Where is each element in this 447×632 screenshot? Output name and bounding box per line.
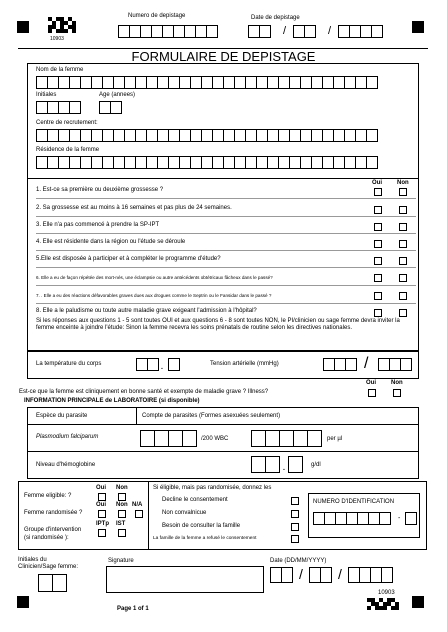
initials-field[interactable]: [36, 101, 81, 114]
illness-yes-header: Oui: [366, 380, 376, 386]
id-number-label: NUMERO D'IDENTIFICATION: [313, 499, 395, 505]
bp-separator: /: [364, 355, 369, 372]
eligibility-divider: [148, 481, 149, 550]
screening-date-day[interactable]: [248, 25, 271, 38]
species-name: Plasmodium falciparum: [36, 434, 99, 440]
barcode-number-top: 10903: [50, 36, 64, 42]
name-label: Nom de la femme: [36, 67, 84, 73]
initials-label: Initiales: [36, 92, 57, 98]
intervention-group-label-2: (si randomisée ):: [24, 535, 69, 541]
initials-clinician-label-2: Clinicien/Sage femme:: [18, 564, 79, 570]
temperature-decimal-field[interactable]: [168, 358, 180, 371]
eligible-label: Femme eligible: ?: [24, 493, 72, 499]
question-4-yes-checkbox[interactable]: [374, 240, 382, 248]
reason-not-convinced-checkbox[interactable]: [291, 510, 299, 518]
hemoglobin-unit: g/dl: [311, 462, 321, 468]
question-2: 2. Sa grossesse est au moins à 16 semaines et pas plus de 24 semaines.: [36, 205, 232, 211]
age-field[interactable]: [99, 101, 122, 114]
screening-number-field[interactable]: [118, 25, 218, 38]
randomized-yes-header: Oui: [96, 502, 106, 508]
decimal-point: .: [161, 364, 163, 371]
date-separator: /: [283, 25, 287, 37]
signature-label: Signature: [108, 558, 134, 564]
reason-decline-consent: Decline le consentement: [162, 497, 228, 503]
ist-checkbox[interactable]: [118, 529, 126, 537]
lab-column-divider: [136, 407, 137, 424]
signature-field[interactable]: [106, 566, 264, 593]
iptp-checkbox[interactable]: [98, 529, 106, 537]
question-6-yes-checkbox[interactable]: [374, 274, 382, 282]
id-check-field[interactable]: [405, 512, 417, 525]
lab-header-divider: [27, 424, 419, 425]
screening-date-year[interactable]: [338, 25, 383, 38]
reason-decline-consent-checkbox[interactable]: [291, 497, 299, 505]
footer-date-label: Date (DD/MM/YYYY): [270, 558, 327, 564]
reason-consult-family: Besoin de consulter la famille: [162, 523, 241, 529]
illness-question: Est-ce que la femme est cliniquement en bonne santé et exempte de maladie grave ? Illness?: [19, 389, 269, 395]
decimal-point: .: [283, 465, 285, 472]
row-divider: [36, 285, 416, 286]
age-label: Age (annees): [99, 92, 136, 98]
bp-diastolic-field[interactable]: [378, 358, 412, 371]
id-separator: -: [398, 515, 401, 522]
reason-consult-family-checkbox[interactable]: [291, 523, 299, 531]
temperature-field[interactable]: [136, 358, 159, 371]
date-separator: /: [328, 25, 332, 37]
initials-clinician-label: Initiales du: [18, 557, 47, 563]
question-2-no-checkbox[interactable]: [399, 206, 407, 214]
question-4: 4. Elle est résidente dans la région ou l'étude se déroule: [36, 239, 186, 245]
row-divider: [36, 198, 416, 199]
question-3: 3. Elle n'a pas commencé à prendre la SP-IPT: [36, 222, 160, 228]
page-number: Page 1 of 1: [117, 606, 149, 612]
bp-systolic-field[interactable]: [323, 358, 357, 371]
illness-no-checkbox[interactable]: [393, 389, 401, 397]
screening-date-label: Date de depistage: [251, 15, 300, 21]
question-8: 8. Elle a le paludisme ou toute autre maladie grave exigeant l'admission à l'hôpital?: [36, 308, 257, 314]
reason-family-refused-checkbox[interactable]: [291, 535, 299, 543]
corner-marker-top-left: [17, 21, 29, 33]
wbc-unit: /200 WBC: [201, 436, 229, 442]
name-field[interactable]: [36, 76, 378, 89]
recruitment-center-field[interactable]: [36, 129, 378, 142]
parasite-count-header: Compte de parasites (Formes asexuées seulement): [142, 413, 281, 419]
randomized-na-checkbox[interactable]: [135, 510, 143, 518]
ist-header: IST: [116, 521, 126, 527]
question-6-no-checkbox[interactable]: [399, 274, 407, 282]
question-7-no-checkbox[interactable]: [399, 292, 407, 300]
blood-pressure-label: Tension artérielle (mmHg): [210, 361, 279, 367]
not-randomized-header: Si éligible, mais pas randomisée, donnez les: [153, 485, 272, 491]
recruitment-center-label: Centre de recrutement:: [36, 120, 98, 126]
randomized-na-header: N/A: [132, 502, 143, 508]
temperature-label: La température du corps: [36, 361, 102, 367]
lab-row-divider: [27, 451, 419, 452]
hemoglobin-field[interactable]: [251, 456, 280, 473]
illness-no-header: Non: [391, 380, 403, 386]
question-1-no-checkbox[interactable]: [399, 188, 407, 196]
per-ul-unit: per µl: [327, 436, 343, 442]
row-divider: [36, 250, 416, 251]
footer-date-day[interactable]: [270, 567, 293, 583]
eligible-yes-header: Oui: [96, 485, 106, 491]
footer-date-month[interactable]: [309, 567, 332, 583]
parasite-species-header: Espèce du parasite: [36, 413, 88, 419]
lab-section-title: INFORMATION PRINCIPALE de LABORATOIRE (si disponible): [24, 398, 200, 404]
row-divider: [36, 233, 416, 234]
question-5: 5.Elle est disposée à participer et à compléter le programme d'étude?: [36, 256, 221, 262]
question-7-yes-checkbox[interactable]: [374, 292, 382, 300]
residence-field[interactable]: [36, 156, 378, 169]
parasite-count-ul-field[interactable]: [251, 430, 322, 447]
question-8-no-checkbox[interactable]: [399, 309, 407, 317]
form-title: FORMULAIRE DE DEPISTAGE: [131, 49, 316, 64]
randomized-no-checkbox[interactable]: [118, 510, 126, 518]
eligible-no-header: Non: [116, 485, 128, 491]
intervention-group-label: Groupe d'intervention: [24, 527, 82, 533]
question-8-yes-checkbox[interactable]: [374, 309, 382, 317]
date-separator: /: [299, 566, 303, 582]
screening-date-month[interactable]: [293, 25, 316, 38]
hemoglobin-label: Niveau d'hémoglobine: [36, 462, 96, 468]
corner-marker-bottom-left: [17, 596, 29, 608]
randomized-yes-checkbox[interactable]: [98, 510, 106, 518]
row-divider: [36, 267, 416, 268]
eligible-no-checkbox[interactable]: [118, 493, 126, 501]
question-7: 7. . Elle a eu des réactions défavorables graves dues aux drogues comme le Septrin ou le Fansidar dans le passé ?: [36, 293, 272, 298]
question-4-no-checkbox[interactable]: [399, 240, 407, 248]
eligible-yes-checkbox[interactable]: [98, 493, 106, 501]
reason-not-convinced: Non convalnicue: [162, 510, 207, 516]
corner-marker-top-right: [412, 21, 424, 33]
parasite-count-wbc-field[interactable]: [140, 430, 197, 447]
row-divider: [36, 216, 416, 217]
barcode-number-bottom: 10903: [378, 590, 395, 596]
date-separator: /: [338, 566, 342, 582]
randomized-label: Femme randomisée ?: [24, 510, 83, 516]
title-rule: [18, 48, 428, 49]
eligibility-note: Si les réponses aux questions 1 - 5 sont toutes OUI et aux questions 6 - 8 sont toutes NON, le PI/clinicien ou sage femme devra inviter la femme enceinte à joindre l'étude: Sinon la femme recevra les soins prénatals de routine selon les directives nationales.: [36, 318, 400, 331]
clinician-initials-field[interactable]: [38, 574, 67, 592]
id-number-field[interactable]: [313, 512, 391, 525]
residence-label: Résidence de la femme: [36, 147, 100, 153]
hemoglobin-decimal-field[interactable]: [288, 456, 303, 473]
barcode-bottom: [367, 598, 399, 610]
question-1: 1. Est-ce sa première ou deuxième grossesse ?: [36, 187, 164, 193]
randomized-no-header: Non: [116, 502, 128, 508]
reason-family-refused: La famille de la femme a refusé le consentement: [153, 536, 257, 541]
question-3-no-checkbox[interactable]: [399, 223, 407, 231]
question-6: 6. Elle a eu de façon répétée des mort-nés, une éclampsie ou autre antécédents obtétricaux fâcheux dans le passé?: [36, 275, 273, 280]
corner-marker-bottom-right: [412, 596, 424, 608]
yes-column-header: Oui: [372, 180, 382, 186]
barcode-top: [48, 17, 76, 33]
illness-yes-checkbox[interactable]: [368, 389, 376, 397]
row-divider: [36, 303, 416, 304]
screening-number-label: Numero de depistage: [128, 13, 186, 19]
question-1-yes-checkbox[interactable]: [374, 188, 382, 196]
footer-date-year[interactable]: [348, 567, 393, 583]
question-3-yes-checkbox[interactable]: [374, 223, 382, 231]
no-column-header: Non: [397, 180, 409, 186]
question-5-no-checkbox[interactable]: [399, 257, 407, 265]
question-5-yes-checkbox[interactable]: [374, 257, 382, 265]
iptp-header: IPTp: [96, 521, 109, 527]
question-2-yes-checkbox[interactable]: [374, 206, 382, 214]
